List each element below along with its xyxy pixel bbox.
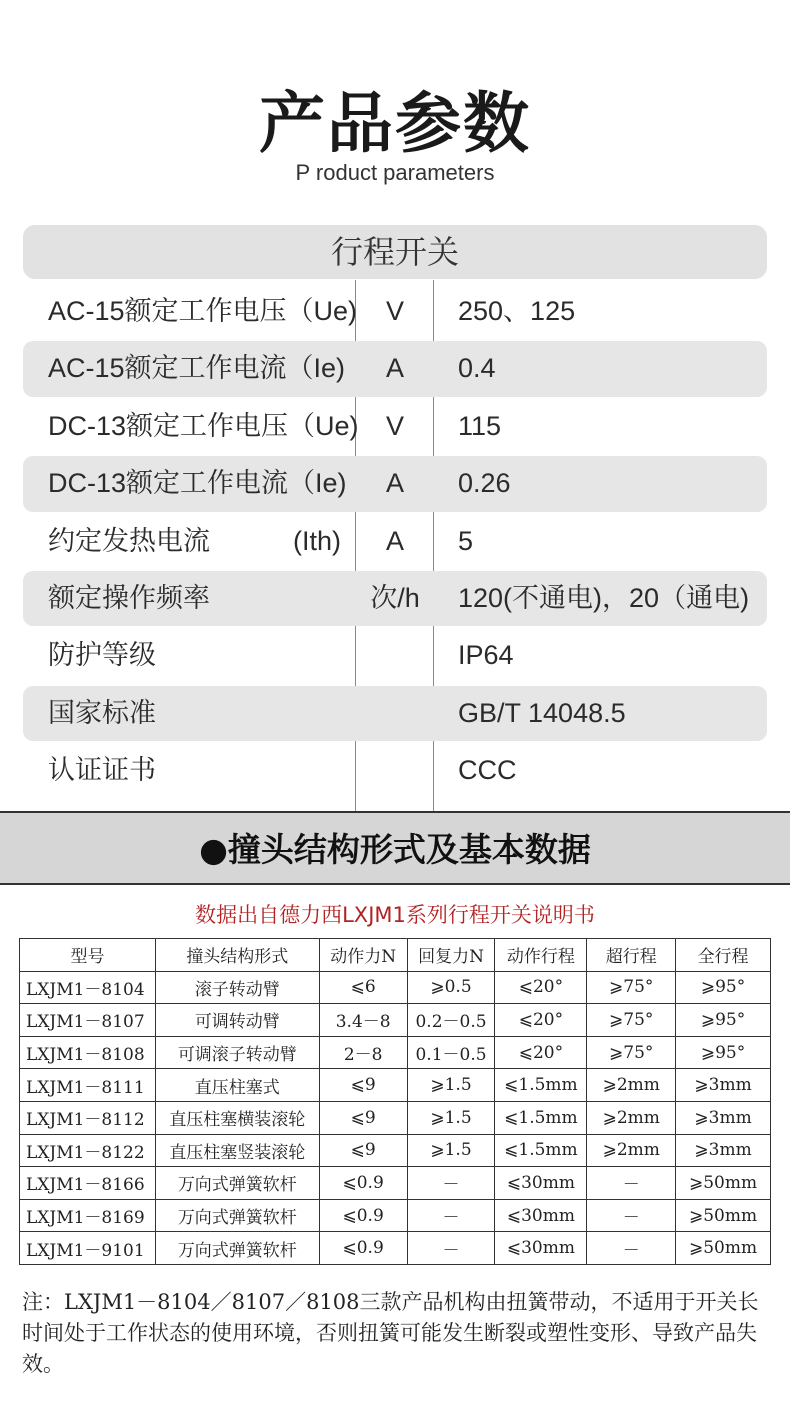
table-cell: ⩾50mm [676, 1167, 771, 1200]
table-row [20, 1167, 771, 1200]
table-cell: ⩾95° [676, 1036, 771, 1069]
spec-unit: V [385, 296, 404, 326]
table-cell: ⩽20° [495, 971, 587, 1004]
column-header: 回复力N [407, 939, 495, 972]
table-cell: － [587, 1199, 676, 1232]
spec-name-text: 防护等级 [48, 640, 156, 671]
spec-symbol: (Ith) [293, 525, 342, 556]
table-cell: 3.4－8 [319, 1004, 407, 1037]
table-cell: 直压柱塞横装滚轮 [155, 1101, 319, 1134]
table-cell: ⩽30mm [495, 1167, 587, 1200]
table-cell: ⩽30mm [495, 1199, 587, 1232]
table-cell: － [407, 1199, 495, 1232]
table-cell: 0.2－0.5 [407, 1004, 495, 1037]
table-cell: ⩽9 [319, 1134, 407, 1167]
spec-name [48, 742, 348, 799]
page-subtitle: P roduct parameters [295, 160, 495, 185]
table-cell: ⩾95° [676, 1004, 771, 1037]
spec-value: CCC [458, 755, 517, 786]
source-note: 数据出自德力西LXJM1系列行程开关说明书 [195, 903, 595, 927]
spec-value: 120(不通电)，20（通电) [458, 582, 750, 613]
spec-name [48, 340, 348, 397]
table-cell: 万向式弹簧软杆 [155, 1232, 319, 1265]
page-title: 产品参数 [259, 85, 531, 162]
spec-table-header: 行程开关 [23, 225, 767, 279]
table-row [20, 1232, 771, 1265]
table-cell: ⩾75° [587, 971, 676, 1004]
spec-name [48, 455, 348, 512]
table-row [20, 1199, 771, 1232]
model-cell: LXJM1－8169 [20, 1199, 156, 1232]
spec-row [0, 398, 790, 455]
table-cell: ⩾0.5 [407, 971, 495, 1004]
column-header: 型号 [20, 939, 156, 972]
spec-value: 250、125 [458, 296, 576, 326]
column-header: 撞头结构形式 [155, 939, 319, 972]
table-row [20, 1004, 771, 1037]
table-cell: 万向式弹簧软杆 [155, 1167, 319, 1200]
table-row [20, 971, 771, 1004]
spec-row [0, 742, 790, 799]
spec-row [0, 340, 790, 397]
spec-value: 0.4 [458, 353, 496, 384]
spec-unit: A [385, 525, 404, 556]
column-header: 动作行程 [495, 939, 587, 972]
table-cell: 可调滚子转动臂 [155, 1036, 319, 1069]
table-cell: ⩾2mm [587, 1069, 676, 1102]
spec-unit [356, 742, 434, 799]
model-cell: LXJM1－8122 [20, 1134, 156, 1167]
spec-name [48, 398, 359, 455]
table-cell: ⩾2mm [587, 1101, 676, 1134]
table-cell: － [407, 1232, 495, 1265]
table-cell: ⩾50mm [676, 1232, 771, 1265]
table-cell: ⩽0.9 [319, 1232, 407, 1265]
spec-row [0, 455, 790, 512]
spec-unit: A [385, 468, 404, 499]
spec-value: 5 [458, 525, 474, 556]
spec-row [0, 627, 790, 684]
table-cell: ⩽9 [319, 1101, 407, 1134]
spec-unit [356, 685, 434, 742]
table-cell: ⩾1.5 [407, 1101, 495, 1134]
table-cell: ⩽1.5mm [495, 1134, 587, 1167]
spec-name [48, 685, 348, 742]
spec-value: 115 [458, 410, 502, 441]
table-row [20, 1069, 771, 1102]
spec-name-text: 额定操作频率 [48, 582, 210, 613]
table-cell: ⩽0.9 [319, 1167, 407, 1200]
model-cell: LXJM1－8107 [20, 1004, 156, 1037]
model-cell: LXJM1－8112 [20, 1101, 156, 1134]
table-cell: ⩽20° [495, 1036, 587, 1069]
table-cell: ⩾1.5 [407, 1134, 495, 1167]
table-row [20, 1036, 771, 1069]
table-cell: ⩾75° [587, 1036, 676, 1069]
table-cell: ⩾3mm [676, 1134, 771, 1167]
table-cell: 2－8 [319, 1036, 407, 1069]
spec-name-text: AC-15额定工作电压（Ue) [48, 296, 358, 326]
spec-row [0, 513, 790, 570]
table-cell: － [587, 1167, 676, 1200]
spec-unit: 次/h [370, 582, 420, 613]
footnote: 注：LXJM1－8104／8107／8108三款产品机构由扭簧带动，不适用于开关长时间处于工作状态的使用环境，否则扭簧可能发生断裂或塑性变形、导致产品失效。 [22, 1290, 759, 1376]
table-cell: ⩽1.5mm [495, 1101, 587, 1134]
table-cell: ⩾3mm [676, 1101, 771, 1134]
spec-table [0, 283, 790, 800]
table-row [20, 1101, 771, 1134]
spec-row [0, 685, 790, 742]
spec-name [48, 283, 358, 340]
table-cell: ⩾2mm [587, 1134, 676, 1167]
spec-name-text: DC-13额定工作电压（Ue) [48, 410, 359, 441]
spec-unit: A [385, 353, 404, 384]
spec-name-text: 约定发热电流 [48, 525, 210, 556]
table-cell: ⩾1.5 [407, 1069, 495, 1102]
table-cell: ⩽9 [319, 1069, 407, 1102]
table-cell: ⩽30mm [495, 1232, 587, 1265]
model-cell: LXJM1－8166 [20, 1167, 156, 1200]
section-header: ●撞头结构形式及基本数据 [0, 811, 790, 885]
table-row [20, 1134, 771, 1167]
spec-name [48, 570, 348, 627]
table-cell: － [407, 1167, 495, 1200]
table-cell: 可调转动臂 [155, 1004, 319, 1037]
column-header: 超行程 [587, 939, 676, 972]
spec-row [0, 283, 790, 340]
spec-value: IP64 [458, 640, 514, 671]
spec-row [0, 570, 790, 627]
spec-unit [356, 627, 434, 684]
table-cell: ⩾50mm [676, 1199, 771, 1232]
model-cell: LXJM1－9101 [20, 1232, 156, 1265]
table-cell: 直压柱塞式 [155, 1069, 319, 1102]
table-cell: ⩽6 [319, 971, 407, 1004]
table-cell: 万向式弹簧软杆 [155, 1199, 319, 1232]
table-cell: ⩾95° [676, 971, 771, 1004]
table-cell: 0.1－0.5 [407, 1036, 495, 1069]
model-cell: LXJM1－8111 [20, 1069, 156, 1102]
spec-name [48, 627, 348, 684]
table-cell: ⩽1.5mm [495, 1069, 587, 1102]
model-cell: LXJM1－8108 [20, 1036, 156, 1069]
model-cell: LXJM1－8104 [20, 971, 156, 1004]
table-cell: － [587, 1232, 676, 1265]
spec-unit: V [385, 410, 404, 441]
table-cell: ⩾75° [587, 1004, 676, 1037]
table-cell: 直压柱塞竖装滚轮 [155, 1134, 319, 1167]
spec-name-text: DC-13额定工作电流（Ie) [48, 468, 347, 499]
spec-name-text: AC-15额定工作电流（Ie) [48, 353, 346, 384]
spec-name-text: 认证证书 [48, 755, 156, 786]
table-cell: 滚子转动臂 [155, 971, 319, 1004]
table-cell: ⩽20° [495, 1004, 587, 1037]
actuator-data-table [19, 938, 771, 1265]
table-header-row [20, 939, 771, 972]
column-header: 全行程 [676, 939, 771, 972]
table-cell: ⩽0.9 [319, 1199, 407, 1232]
spec-value: GB/T 14048.5 [458, 697, 626, 728]
table-cell: ⩾3mm [676, 1069, 771, 1102]
spec-value: 0.26 [458, 468, 511, 499]
column-header: 动作力N [319, 939, 407, 972]
spec-name [48, 513, 348, 570]
spec-name-text: 国家标准 [48, 697, 156, 728]
